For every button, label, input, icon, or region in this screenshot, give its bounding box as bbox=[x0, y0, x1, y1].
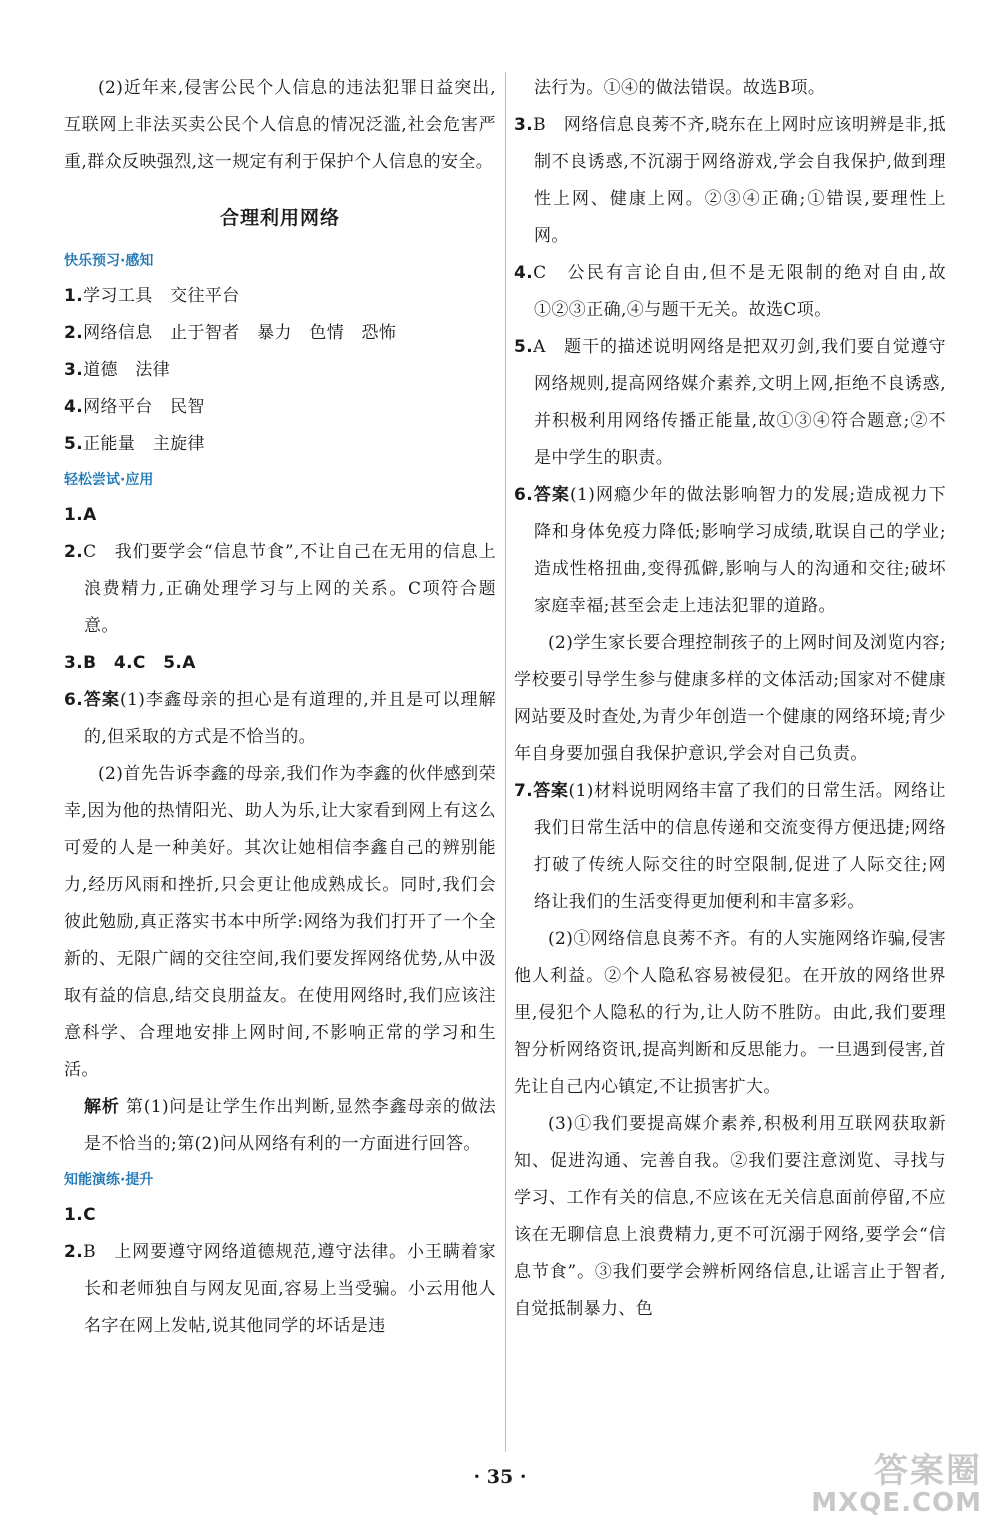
answer-3-5: 3.B 4.C 5.A bbox=[64, 653, 196, 673]
answer-2: 2.C 我们要学会“信息节食”,不让自己在无用的信息上浪费精力,正确处理学习与上网的关系。C项符合题意。 bbox=[64, 542, 496, 636]
section-heading-improve: 知能演练·提升 bbox=[64, 1172, 154, 1188]
answer-2: 2.B 上网要遵守网络道德规范,遵守法律。小王瞒着家长和老师独自与网友见面,容易上当受骗。小云用他人名字在网上发帖,说其他同学的坏话是违 bbox=[64, 1242, 496, 1336]
answer-7: 7.答案(1)材料说明网络丰富了我们的日常生活。网络让我们日常生活中的信息传递和交流变得方便迅捷;网络打破了传统人际交往的时空限制,促进了人际交往;网络让我们的生活变得更加便利和丰富多彩。 bbox=[514, 781, 946, 912]
answer-7-part2: (2)①网络信息良莠不齐。有的人实施网络诈骗,侵害他人利益。②个人隐私容易被侵犯。在开放的网络世界里,侵犯个人隐私的行为,让人防不胜防。由此,我们要理智分析网络资讯,提高判断和反思能力。一旦遇到侵害,首先让自己内心镇定,不让损害扩大。 bbox=[514, 929, 946, 1097]
left-column bbox=[64, 70, 496, 1345]
answer-6: 6.答案(1)网瘾少年的做法影响智力的发展;造成视力下降和身体免疫力降低;影响学习成绩,耽误自己的学业;造成性格扭曲,变得孤僻,影响与人的沟通和交往;破坏家庭幸福;甚至会走上违法犯罪的道路。 bbox=[514, 485, 946, 616]
page-number: · 35 · bbox=[473, 1466, 527, 1488]
column-divider bbox=[505, 72, 506, 1452]
list-item: 2.网络信息 止于智者 暴力 色情 恐怖 bbox=[64, 323, 397, 343]
list-item: 3.道德 法律 bbox=[64, 360, 171, 380]
list-item: 1.学习工具 交往平台 bbox=[64, 286, 240, 306]
section-heading-preview: 快乐预习·感知 bbox=[64, 253, 154, 269]
list-item: 5.正能量 主旋律 bbox=[64, 434, 205, 454]
answer-7-part3: (3)①我们要提高媒介素养,积极利用互联网获取新知、促进沟通、完善自我。②我们要注意浏览、寻找与学习、工作有关的信息,不应该在无关信息面前停留,不应该在无聊信息上浪费精力,更不可沉溺于网络,要学会“信息节食”。③我们要学会辨析网络信息,让谣言止于智者,自觉抵制暴力、色 bbox=[514, 1114, 946, 1319]
analysis: 解析 第(1)问是让学生作出判断,显然李鑫母亲的做法是不恰当的;第(2)问从网络有利的一方面进行回答。 bbox=[84, 1097, 496, 1154]
watermark-logo: 答案圈 MXQE.COM bbox=[811, 1451, 982, 1518]
answer-1: 1.C bbox=[64, 1205, 96, 1225]
answer-6-part2: (2)学生家长要合理控制孩子的上网时间及浏览内容;学校要引导学生参与健康多样的文体活动;国家对不健康网站要及时查处,为青少年创造一个健康的网络环境;青少年自身要加强自我保护意识,学会对自己负责。 bbox=[514, 633, 946, 764]
list-item: 4.网络平台 民智 bbox=[64, 397, 205, 417]
section-heading-practice: 轻松尝试·应用 bbox=[64, 472, 154, 488]
answer-1: 1.A bbox=[64, 505, 97, 525]
answer-5: 5.A 题干的描述说明网络是把双刃剑,我们要自觉遵守网络规则,提高网络媒介素养,文明上网,拒绝不良诱惑,并积极利用网络传播正能量,故①③④符合题意;②不是中学生的职责。 bbox=[514, 337, 946, 468]
continued-text: 法行为。①④的做法错误。故选B项。 bbox=[534, 78, 826, 98]
answer-3: 3.B 网络信息良莠不齐,晓东在上网时应该明辨是非,抵制不良诱惑,不沉溺于网络游戏,学会自我保护,做到理性上网、健康上网。②③④正确;①错误,要理性上网。 bbox=[514, 115, 946, 246]
answer-6-part2: (2)首先告诉李鑫的母亲,我们作为李鑫的伙伴感到荣幸,因为他的热情阳光、助人为乐,让大家看到网上有这么可爱的人是一种美好。其次让她相信李鑫自己的辨别能力,经历风雨和挫折,只会更让他成熟成长。同时,我们会彼此勉励,真正落实书本中所学:网络为我们打开了一个全新的、无限广阔的交往空间,我们要发挥网络优势,从中汲取有益的信息,结交良朋益友。在使用网络时,我们应该注意科学、合理地安排上网时间,不影响正常的学习和生活。 bbox=[64, 764, 496, 1080]
section-title: 合理利用网络 bbox=[219, 207, 340, 229]
right-column bbox=[514, 70, 946, 1328]
answer-6: 6.答案(1)李鑫母亲的担心是有道理的,并且是可以理解的,但采取的方式是不恰当的。 bbox=[64, 690, 496, 747]
answer-4: 4.C 公民有言论自由,但不是无限制的绝对自由,故①②③正确,④与题干无关。故选C项。 bbox=[514, 263, 946, 320]
intro-paragraph: (2)近年来,侵害公民个人信息的违法犯罪日益突出,互联网上非法买卖公民个人信息的情况泛滥,社会危害严重,群众反映强烈,这一规定有利于保护个人信息的安全。 bbox=[64, 78, 496, 172]
